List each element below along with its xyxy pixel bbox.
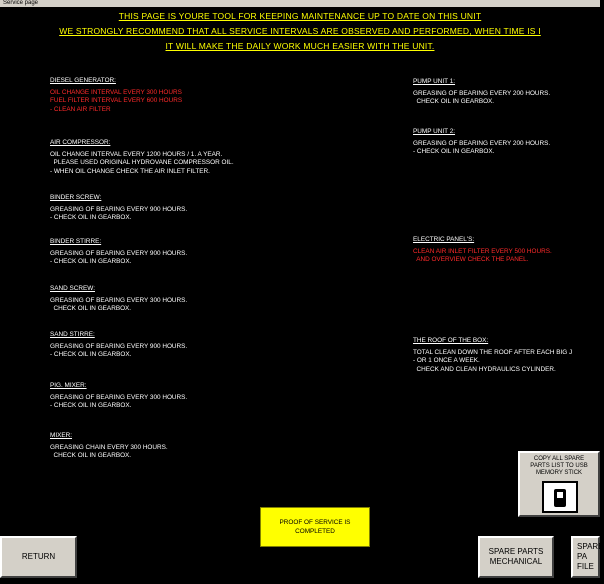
section-line: - CLEAN AIR FILTER (50, 105, 111, 113)
header-line-1: THIS PAGE IS YOURE TOOL FOR KEEPING MAINTENANCE UP TO DATE ON THIS UNIT (118, 11, 482, 21)
section-line: GREASING OF BEARING EVERY 900 HOURS. (50, 342, 188, 350)
section-line: OIL CHANGE INTERVAL EVERY 1200 HOURS / 1. A YEAR. (50, 150, 223, 158)
section-air-compressor (50, 139, 234, 176)
proof-of-service-button[interactable] (260, 507, 370, 547)
section-title: PUMP UNIT 2: (413, 128, 456, 135)
return-button[interactable] (0, 536, 77, 578)
section-line: CHECK OIL IN GEARBOX. (50, 305, 132, 313)
section-line: - WHEN OIL CHANGE CHECK THE AIR INLET FILTER. (50, 167, 210, 175)
section-title: AIR COMPRESSOR: (50, 139, 111, 146)
section-title: SAND STIRRE: (50, 331, 95, 338)
spare-parts-mechanical-button[interactable] (478, 536, 554, 578)
section-title: BINDER STIRRE: (50, 238, 102, 245)
section-pig-mixer (50, 382, 187, 411)
section-line: GREASING OF BEARING EVERY 900 HOURS. (50, 205, 188, 213)
section-line: GREASING OF BEARING EVERY 300 HOURS. (50, 393, 188, 401)
section-pump-unit-1 (413, 78, 550, 107)
section-line: - CHECK OIL IN GEARBOX. (50, 351, 132, 359)
section-sand-screw (50, 285, 187, 314)
section-title: ELECTRIC PANEL'S: (413, 236, 475, 243)
section-title: PIG. MIXER: (50, 382, 87, 389)
section-diesel-generator (50, 77, 182, 114)
return-button-label: RETURN (21, 552, 56, 561)
section-line: CHECK AND CLEAN HYDRAULICS CYLINDER. (413, 365, 556, 373)
section-line: - CHECK OIL IN GEARBOX. (50, 402, 132, 410)
section-title: PUMP UNIT 1: (413, 78, 456, 85)
section-line: CHECK OIL IN GEARBOX. (413, 98, 495, 106)
section-sand-stirre (50, 331, 187, 360)
section-title: SAND SCREW: (50, 285, 95, 292)
section-line: PLEASE USED ORIGINAL HYDROVANE COMPRESSOR OIL. (50, 159, 234, 167)
section-line: GREASING OF BEARING EVERY 200 HOURS. (413, 89, 551, 97)
section-roof-of-box (413, 337, 572, 374)
section-title: BINDER SCREW: (50, 194, 102, 201)
section-title: THE ROOF OF THE BOX: (413, 337, 489, 344)
spare-parts-electrical-button[interactable] (571, 536, 604, 578)
section-line: TOTAL CLEAN DOWN THE ROOF AFTER EACH BIG J (413, 348, 573, 356)
section-line: GREASING OF BEARING EVERY 300 HOURS. (50, 296, 188, 304)
proof-of-service-label: PROOF OF SERVICE IS COMPLETED (279, 519, 351, 535)
section-line: CLEAN AIR INLET FILTER EVERY 500 HOURS. (413, 247, 552, 255)
section-line: - CHECK OIL IN GEARBOX. (413, 148, 495, 156)
window-title: Service page (3, 0, 39, 6)
section-title: DIESEL GENERATOR: (50, 77, 116, 84)
section-line: AND OVERVIEW CHECK THE PANEL. (413, 256, 529, 264)
window-titlebar (0, 0, 600, 7)
section-line: GREASING OF BEARING EVERY 200 HOURS. (413, 139, 551, 147)
section-line: OIL CHANGE INTERVAL EVERY 300 HOURS (50, 88, 182, 96)
section-line: GREASING OF BEARING EVERY 900 HOURS. (50, 249, 188, 257)
section-title: MIXER: (50, 432, 73, 439)
section-line: - CHECK OIL IN GEARBOX. (50, 258, 132, 266)
header-line-3: IT WILL MAKE THE DAILY WORK MUCH EASIER WITH THE UNIT. (165, 41, 435, 51)
copy-panel-label: COPY ALL SPARE PARTS LIST TO USB MEMORY STICK (530, 456, 588, 476)
spare-parts-mechanical-label: SPARE PARTS MECHANICAL (488, 547, 544, 566)
section-line: GREASING CHAIN EVERY 300 HOURS. (50, 443, 168, 451)
section-line: CHECK OIL IN GEARBOX. (50, 452, 132, 460)
header-line-2: WE STRONGLY RECOMMEND THAT ALL SERVICE INTERVALS ARE OBSERVED AND PERFORMED, WHEN TIME IS I (59, 26, 541, 36)
section-binder-screw (50, 194, 187, 223)
spare-parts-electrical-label: SPARE PA FILE (577, 542, 604, 571)
copy-spare-parts-usb-button[interactable] (518, 451, 600, 517)
section-electric-panels (413, 236, 552, 265)
section-binder-stirre (50, 238, 187, 267)
usb-drive-icon (542, 481, 578, 513)
section-line: - OR 1 ONCE A WEEK. (413, 357, 480, 365)
section-line: - CHECK OIL IN GEARBOX. (50, 214, 132, 222)
section-pump-unit-2 (413, 128, 550, 157)
section-line: FUEL FILTER INTERVAL EVERY 600 HOURS (50, 97, 183, 105)
section-mixer (50, 432, 168, 461)
